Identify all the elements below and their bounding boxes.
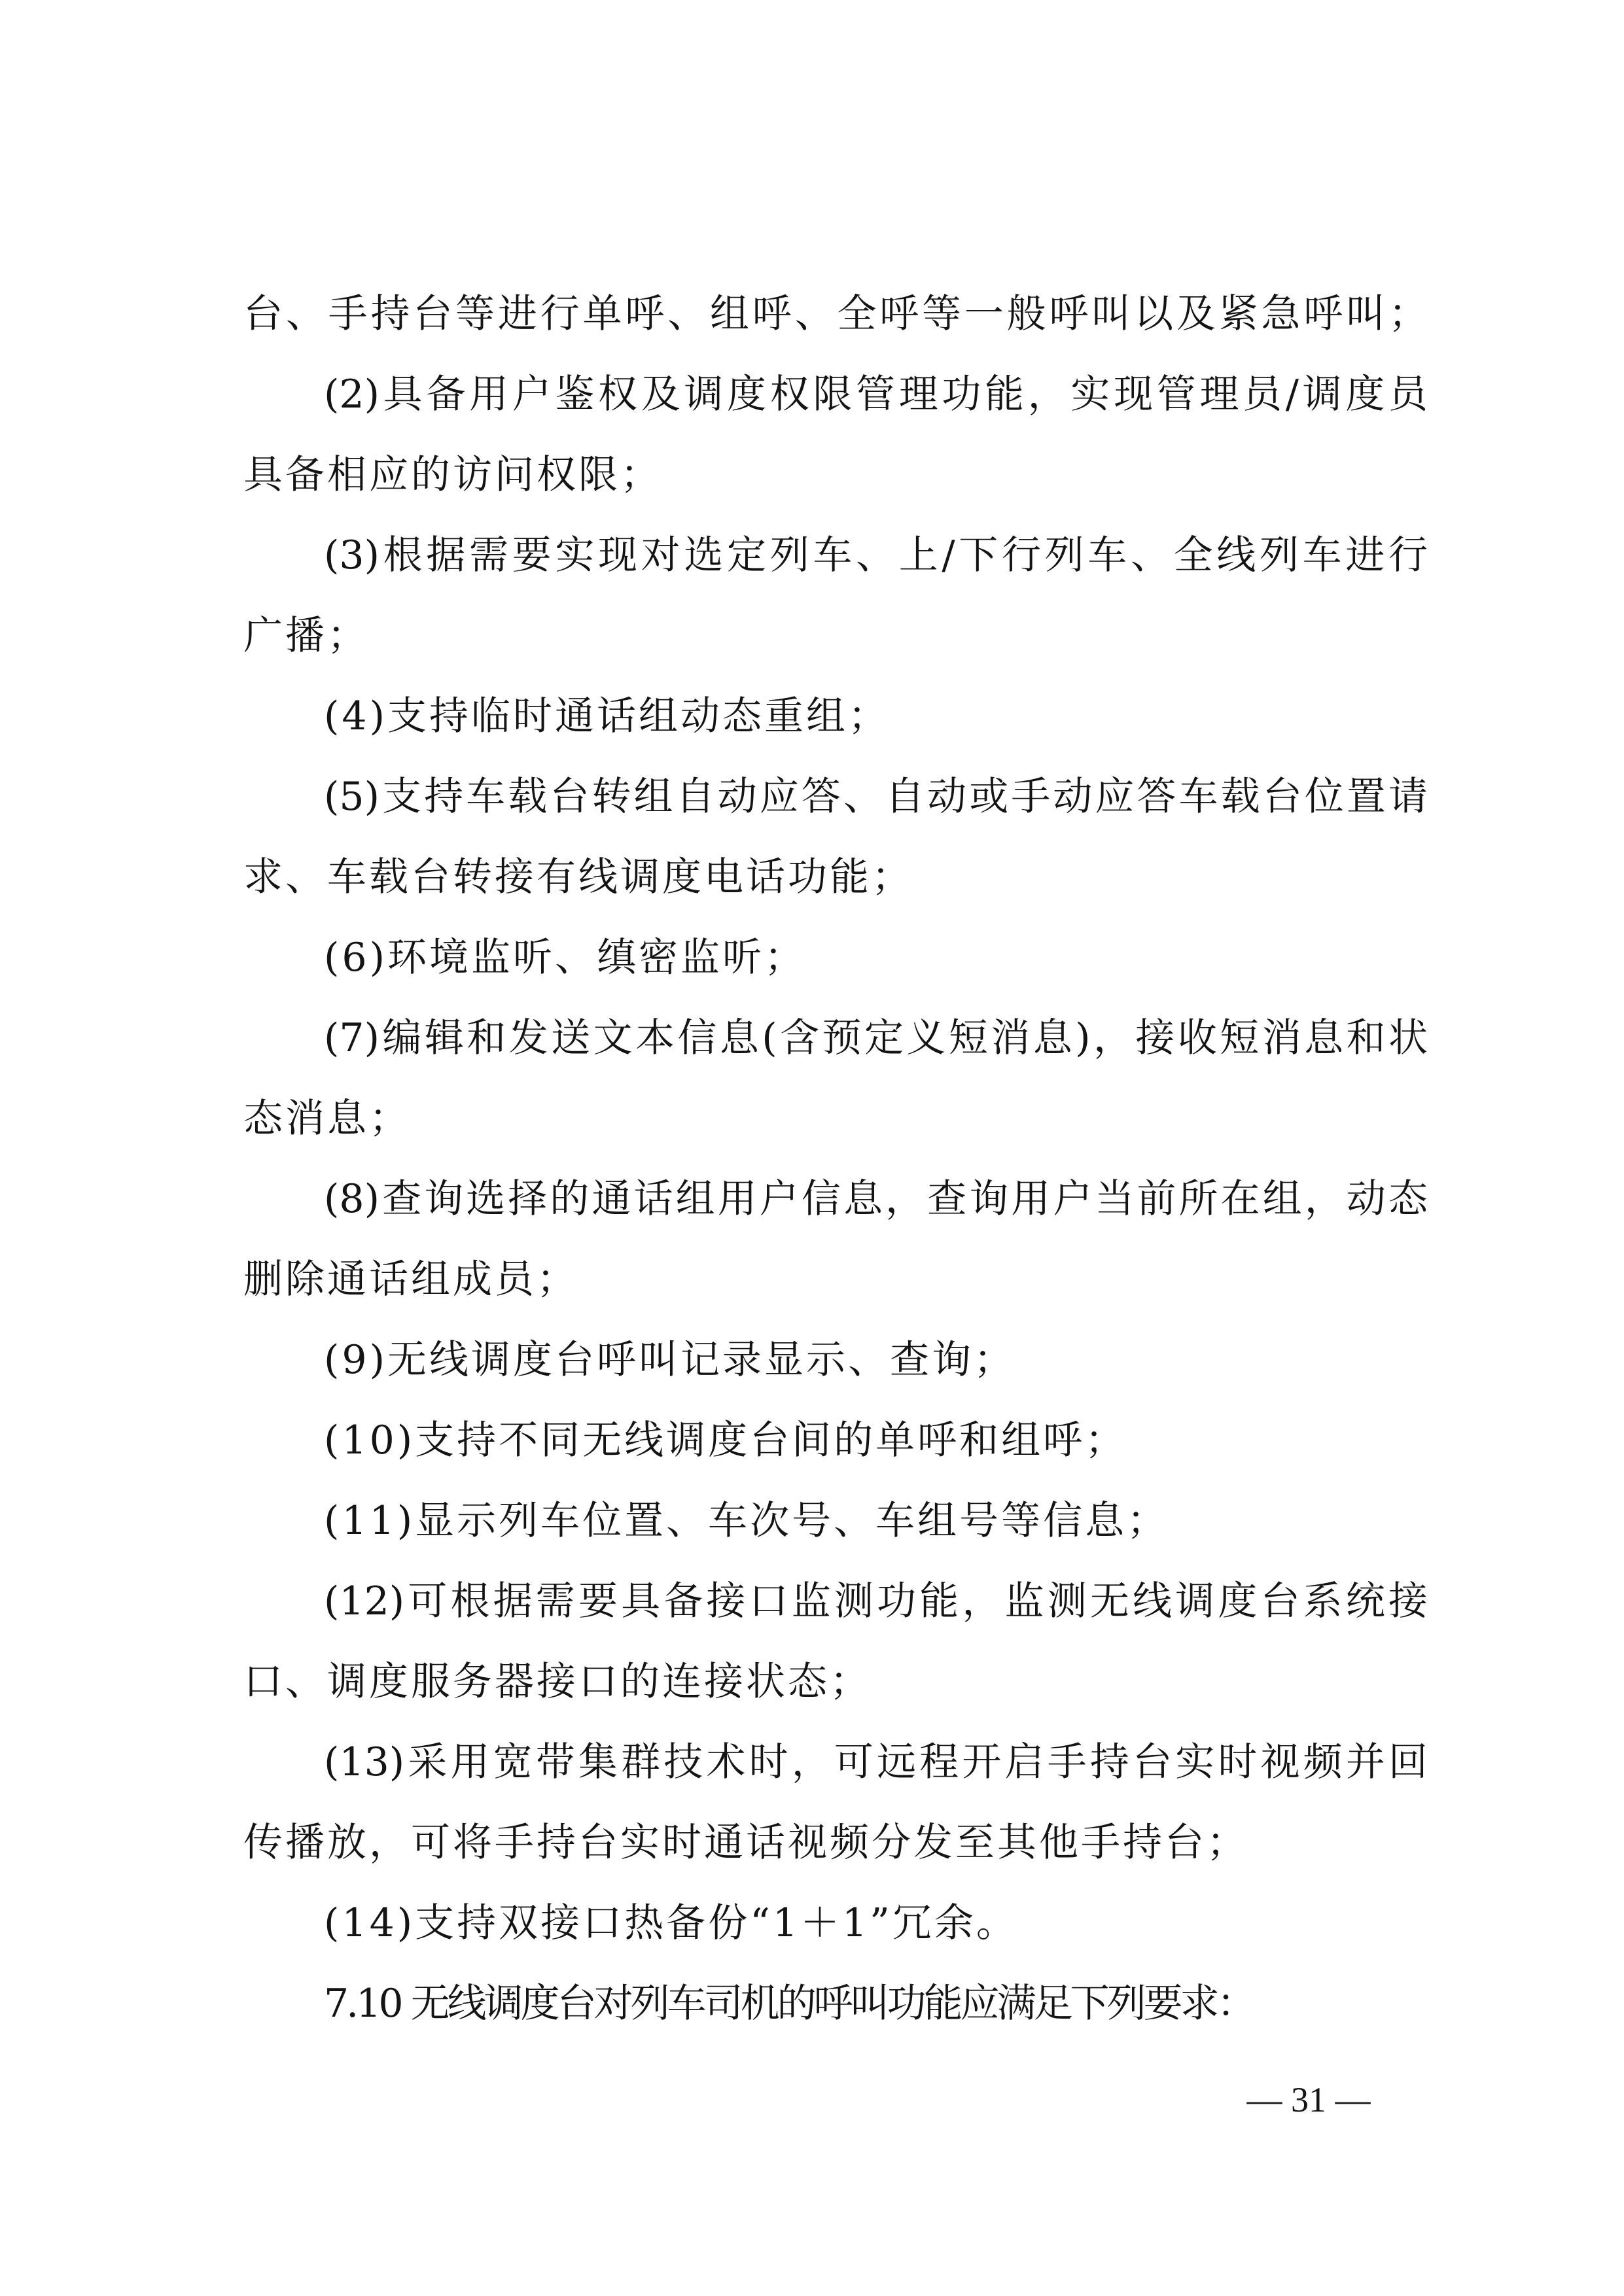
text-line: (11)显示列车位置、车次号、车组号等信息；: [324, 1498, 1169, 1544]
page-number: — 31 —: [1246, 2080, 1371, 2119]
text-line: (8)查询选择的通话组用户信息，查询用户当前所在组，动态: [324, 1176, 1428, 1222]
text-line: 广播；: [243, 613, 369, 659]
text-line: 态消息；: [243, 1096, 411, 1141]
text-line: 口、调度服务器接口的连接状态；: [243, 1659, 872, 1705]
text-line: (4)支持临时通话组动态重组；: [324, 693, 890, 739]
text-line: (10)支持不同无线调度台间的单呼和组呼；: [324, 1418, 1127, 1463]
section-heading: 7.10 无线调度台对列车司机的呼叫功能应满足下列要求：: [324, 1981, 1254, 2026]
text-line: (7)编辑和发送文本信息(含预定义短消息)，接收短消息和状: [324, 1015, 1428, 1061]
text-line: (5)支持车载台转组自动应答、自动或手动应答车载台位置请: [324, 774, 1428, 820]
text-line: (14)支持双接口热备份“1＋1”冗余。: [324, 1900, 1018, 1946]
text-line: 具备相应的访问权限；: [243, 452, 662, 498]
text-line: (13)采用宽带集群技术时，可远程开启手持台实时视频并回: [324, 1739, 1428, 1785]
text-line: (9)无线调度台呼叫记录显示、查询；: [324, 1337, 1015, 1383]
text-line: (12)可根据需要具备接口监测功能，监测无线调度台系统接: [324, 1578, 1428, 1624]
text-line: 台、手持台等进行单呼、组呼、全呼等一般呼叫以及紧急呼叫；: [243, 291, 1428, 337]
text-line: 删除通话组成员；: [243, 1257, 578, 1302]
text-line: (2)具备用户鉴权及调度权限管理功能，实现管理员/调度员: [324, 372, 1428, 417]
text-line: 求、车载台转接有线调度电话功能；: [243, 854, 913, 900]
text-line: (3)根据需要实现对选定列车、上/下行列车、全线列车进行: [324, 532, 1428, 578]
text-line: 传播放，可将手持台实时通话视频分发至其他手持台；: [243, 1820, 1248, 1866]
text-line: (6)环境监听、缜密监听；: [324, 935, 806, 981]
